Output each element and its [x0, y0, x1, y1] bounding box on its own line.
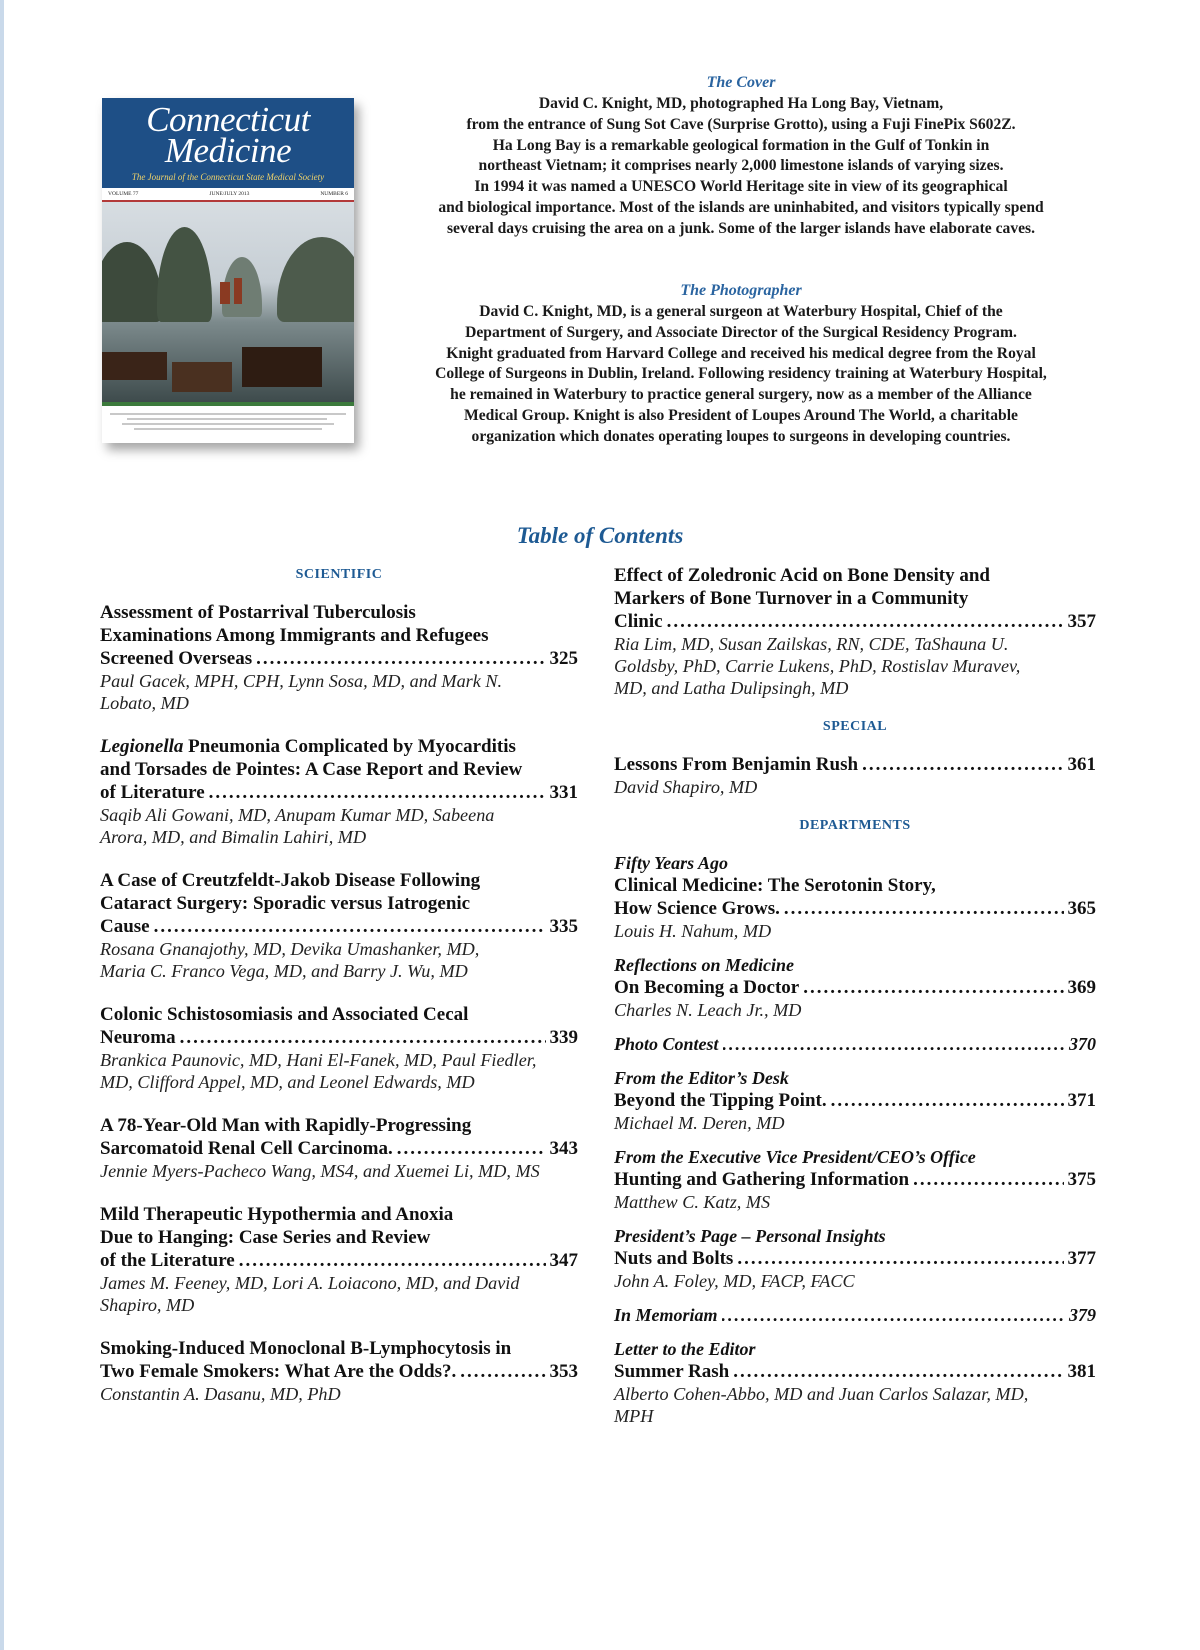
article-title-line — [100, 781, 578, 804]
toc-entry-label: Nuts and Bolts — [614, 1248, 734, 1269]
page-number: 375 — [1067, 1169, 1096, 1190]
department-name: Letter to the Editor — [614, 1339, 756, 1359]
fine-print-line — [127, 418, 328, 420]
toc-entry — [614, 1067, 1096, 1134]
boat — [102, 352, 167, 380]
toc-entry-label: Clinic — [614, 611, 663, 632]
special-entry — [614, 753, 1096, 798]
fine-print-line — [122, 423, 334, 425]
cover-info-line: from the entrance of Sung Sot Cave (Surprise Grotto), using a Fuji FinePix S602Z. — [466, 115, 1016, 133]
cover-info-line: several days cruising the area on a junk. Some of the larger islands have elaborate caves. — [446, 219, 1036, 237]
boat — [172, 362, 232, 392]
toc-entry-label: Hunting and Gathering Information — [614, 1169, 910, 1190]
article-title-line — [100, 1026, 578, 1049]
scientific-entry-continued — [614, 564, 1096, 699]
page-number: 331 — [549, 782, 578, 803]
article-authors: Ria Lim, MD, Susan Zailskas, RN, CDE, TaShauna U. — [614, 634, 1009, 654]
article-title-line: Markers of Bone Turnover in a Community — [614, 588, 969, 609]
dot-leader — [256, 647, 545, 670]
cover-info-line: David C. Knight, MD, photographed Ha Long Bay, Vietnam, — [538, 95, 944, 112]
karst-island — [102, 242, 162, 322]
page-number: 343 — [549, 1138, 578, 1159]
article-title-line: and Torsades de Pointes: A Case Report and Review — [100, 759, 523, 780]
page-number: 357 — [1067, 611, 1096, 632]
article-title-line: A 78-Year-Old Man with Rapidly-Progressing — [100, 1115, 472, 1136]
article-title-italic: Legionella — [100, 736, 184, 757]
cover-info-line: and biological importance. Most of the islands are uninhabited, and visitors typically spend — [438, 198, 1044, 216]
dot-leader — [460, 1360, 545, 1383]
dot-leader — [667, 610, 1064, 633]
article-title-line: Smoking-Induced Monoclonal B-Lymphocytosis in — [100, 1338, 512, 1359]
toc-entry-label: of the Literature — [100, 1250, 235, 1271]
cover-info-line: northeast Vietnam; it comprises nearly 2,000 limestone islands of varying sizes. — [478, 157, 1004, 175]
department-name: President’s Page – Personal Insights — [614, 1226, 886, 1246]
cover-info-text — [385, 94, 1097, 240]
article-title-line: Mild Therapeutic Hypothermia and Anoxia — [100, 1204, 454, 1225]
toc-entry-label: Screened Overseas — [100, 648, 253, 669]
toc-entry-label: Summer Rash — [614, 1361, 730, 1382]
toc-entry — [614, 954, 1096, 1021]
article-title-line — [100, 1249, 578, 1272]
fine-print-line — [134, 428, 323, 430]
toc-right-column — [614, 564, 1096, 1427]
article-title-line: Legionella Pneumonia Complicated by Myocarditis — [100, 736, 516, 757]
scientific-entries — [100, 601, 578, 1405]
article-authors: Lobato, MD — [100, 693, 189, 713]
dot-leader — [784, 897, 1064, 920]
page-number: 379 — [1069, 1305, 1096, 1325]
cover-info — [385, 74, 1097, 240]
toc-entry — [100, 1003, 578, 1093]
article-authors: Shapiro, MD — [100, 1295, 195, 1315]
toc-entry-label: Photo Contest — [614, 1034, 719, 1054]
cover-info-line: Ha Long Bay is a remarkable geological formation in the Gulf of Tonkin in — [492, 136, 990, 154]
karst-island — [277, 237, 354, 322]
toc-left-column — [100, 567, 578, 1405]
article-title-line: A Case of Creutzfeldt-Jakob Disease Following — [100, 870, 481, 891]
junk-sail — [220, 282, 230, 304]
toc-entry-label: Cause — [100, 916, 150, 937]
toc-entry — [100, 1114, 578, 1182]
toc-entry-label: Lessons From Benjamin Rush — [614, 754, 859, 775]
page-number: 347 — [549, 1250, 578, 1271]
toc-entry — [614, 1338, 1096, 1427]
toc-entry — [614, 564, 1096, 699]
page-number: 353 — [549, 1361, 578, 1382]
photographer-info — [385, 282, 1097, 448]
article-authors: Rosana Gnanajothy, MD, Devika Umashanker, MD, — [100, 939, 480, 959]
cover-title-line-2: Medicine — [164, 131, 292, 170]
cover-info-heading: The Cover — [706, 74, 776, 91]
page-number: 377 — [1067, 1248, 1096, 1269]
article-title-line — [614, 1247, 1096, 1270]
article-title-line — [100, 1137, 578, 1160]
dot-leader — [737, 1247, 1063, 1270]
article-authors: MD, and Latha Dulipsingh, MD — [614, 678, 849, 698]
cover-masthead — [102, 98, 354, 188]
toc-entry — [614, 1304, 1096, 1326]
article-authors: John A. Foley, MD, FACP, FACC — [614, 1271, 855, 1291]
cover-fine-print — [102, 406, 354, 437]
toc-entry-label: of Literature — [100, 782, 205, 803]
cover-volume: VOLUME 77 — [108, 191, 139, 197]
dot-leader — [722, 1304, 1065, 1326]
department-name: Reflections on Medicine — [614, 955, 794, 975]
toc-entry — [614, 852, 1096, 942]
dot-leader — [180, 1026, 546, 1049]
cover-photo-ha-long-bay — [102, 202, 354, 402]
dot-leader — [397, 1137, 546, 1160]
article-authors: Matthew C. Katz, MS — [614, 1192, 771, 1212]
department-title — [614, 1033, 1096, 1055]
department-entries — [614, 852, 1096, 1427]
page-number: 370 — [1069, 1034, 1096, 1054]
toc-entry-label: On Becoming a Doctor — [614, 977, 800, 998]
page-number: 361 — [1067, 754, 1096, 775]
article-authors: Michael M. Deren, MD — [614, 1113, 785, 1133]
article-title-line — [614, 753, 1096, 776]
photographer-info-line: organization which donates operating loupes to surgeons in developing countries. — [471, 427, 1011, 445]
article-authors: David Shapiro, MD — [614, 777, 758, 797]
page-number: 339 — [549, 1027, 578, 1048]
dot-leader — [723, 1033, 1065, 1055]
boat — [242, 347, 322, 387]
page-number: 371 — [1067, 1090, 1096, 1111]
article-authors: Alberto Cohen-Abbo, MD and Juan Carlos Salazar, MD, — [614, 1384, 1029, 1404]
dot-leader — [209, 781, 546, 804]
article-authors: Paul Gacek, MPH, CPH, Lynn Sosa, MD, and Mark N. — [100, 671, 503, 691]
article-authors: Charles N. Leach Jr., MD — [614, 1000, 802, 1020]
page-number: 365 — [1067, 898, 1096, 919]
page-left-border — [0, 0, 4, 1650]
cover-issue-bar — [102, 188, 354, 202]
junk-sail — [234, 278, 242, 304]
toc-entry-label: In Memoriam — [614, 1305, 718, 1325]
dot-leader — [913, 1168, 1063, 1191]
photographer-info-line: he remained in Waterbury to practice general surgery, now as a member of the Alliance — [450, 386, 1032, 404]
section-heading-departments: DEPARTMENTS — [799, 818, 911, 833]
photographer-info-text — [385, 302, 1097, 448]
karst-island — [157, 227, 212, 322]
article-title-line — [100, 647, 578, 670]
toc-entry-label: How Science Grows. — [614, 898, 780, 919]
toc-entry-label: Beyond the Tipping Point. — [614, 1090, 827, 1111]
article-title-line: Cataract Surgery: Sporadic versus Iatrogenic — [100, 893, 471, 914]
photographer-info-line: Medical Group. Knight is also President of Loupes Around The World, a charitable — [464, 406, 1018, 424]
cover-info-line: In 1994 it was named a UNESCO World Heritage site in view of its geographical — [474, 178, 1008, 196]
article-title-line: Examinations Among Immigrants and Refugees — [100, 625, 489, 646]
fine-print-line — [110, 413, 346, 415]
toc-entry — [100, 601, 578, 714]
article-title-line — [614, 1168, 1096, 1191]
article-title-line — [614, 1089, 1096, 1112]
cover-subtitle: The Journal of the Connecticut State Medical Society — [131, 172, 325, 182]
cover-number: NUMBER 6 — [320, 191, 348, 197]
article-title-line — [100, 915, 578, 938]
article-authors: Arora, MD, and Bimalin Lahiri, MD — [100, 827, 367, 847]
article-title-line: Clinical Medicine: The Serotonin Story, — [614, 875, 936, 896]
toc-entry-label: Two Female Smokers: What Are the Odds?. — [100, 1361, 457, 1382]
article-title-line — [100, 1360, 578, 1383]
dot-leader — [239, 1249, 546, 1272]
article-title-line: Due to Hanging: Case Series and Review — [100, 1227, 431, 1248]
article-authors: MD, Clifford Appel, MD, and Leonel Edwards, MD — [100, 1072, 475, 1092]
toc-entry-label: Sarcomatoid Renal Cell Carcinoma. — [100, 1138, 393, 1159]
toc-entry-label: Neuroma — [100, 1027, 176, 1048]
toc-entry — [100, 1337, 578, 1405]
article-authors: Saqib Ali Gowani, MD, Anupam Kumar MD, Sabeena — [100, 805, 495, 825]
toc-entry — [614, 1146, 1096, 1213]
cover-title-line-1: Connecticut — [146, 100, 310, 139]
article-title-line — [614, 1360, 1096, 1383]
department-title — [614, 1304, 1096, 1326]
article-title-line: Colonic Schistosomiasis and Associated Cecal — [100, 1004, 469, 1025]
cover-journal-title — [102, 98, 354, 170]
article-title-line — [614, 897, 1096, 920]
article-title-line: Assessment of Postarrival Tuberculosis — [100, 602, 416, 623]
dot-leader — [154, 915, 546, 938]
section-heading-special: SPECIAL — [822, 719, 888, 734]
photographer-info-line: Department of Surgery, and Associate Director of the Surgical Residency Program. — [465, 323, 1017, 341]
toc-entry — [614, 1225, 1096, 1292]
dot-leader — [733, 1360, 1063, 1383]
dot-leader — [862, 753, 1063, 776]
article-title-line — [614, 976, 1096, 999]
toc-entry — [614, 753, 1096, 798]
article-title-line: Effect of Zoledronic Acid on Bone Density and — [614, 565, 990, 586]
article-authors: Goldsby, PhD, Carrie Lukens, PhD, Rostislav Muravev, — [614, 656, 1021, 676]
article-authors: Louis H. Nahum, MD — [614, 921, 772, 941]
article-authors: James M. Feeney, MD, Lori A. Loiacono, MD, and David — [100, 1273, 520, 1293]
department-name: From the Executive Vice President/CEO’s Office — [614, 1147, 976, 1167]
photographer-info-line: David C. Knight, MD, is a general surgeon at Waterbury Hospital, Chief of the — [479, 303, 1003, 320]
toc-entry — [100, 869, 578, 982]
section-heading-scientific: SCIENTIFIC — [295, 567, 383, 582]
page-number: 325 — [549, 648, 578, 669]
photographer-info-heading: The Photographer — [680, 282, 802, 299]
article-authors: Constantin A. Dasanu, MD, PhD — [100, 1384, 341, 1404]
article-authors: Jennie Myers-Pacheco Wang, MS4, and Xuemei Li, MD, MS — [100, 1161, 540, 1181]
page-number: 369 — [1067, 977, 1096, 998]
department-name: Fifty Years Ago — [614, 853, 729, 873]
article-authors: Brankica Paunovic, MD, Hani El-Fanek, MD, Paul Fiedler, — [100, 1050, 537, 1070]
dot-leader — [803, 976, 1063, 999]
photographer-info-line: Knight graduated from Harvard College and received his medical degree from the Royal — [446, 344, 1036, 362]
article-authors: Maria C. Franco Vega, MD, and Barry J. Wu, MD — [100, 961, 468, 981]
toc-title: Table of Contents — [516, 523, 684, 548]
department-name: From the Editor’s Desk — [614, 1068, 789, 1088]
article-title-line — [614, 610, 1096, 633]
cover-thumbnail — [102, 98, 354, 443]
page-number: 335 — [549, 916, 578, 937]
dot-leader — [831, 1089, 1064, 1112]
toc-entry — [100, 1203, 578, 1316]
photographer-info-line: College of Surgeons in Dublin, Ireland. Following residency training at Waterbury Hospital, — [435, 365, 1047, 383]
toc-entry — [614, 1033, 1096, 1055]
toc-entry — [100, 735, 578, 848]
article-authors: MPH — [614, 1406, 654, 1426]
page-number: 381 — [1067, 1361, 1096, 1382]
cover-date: JUNE/JULY 2013 — [209, 191, 250, 197]
